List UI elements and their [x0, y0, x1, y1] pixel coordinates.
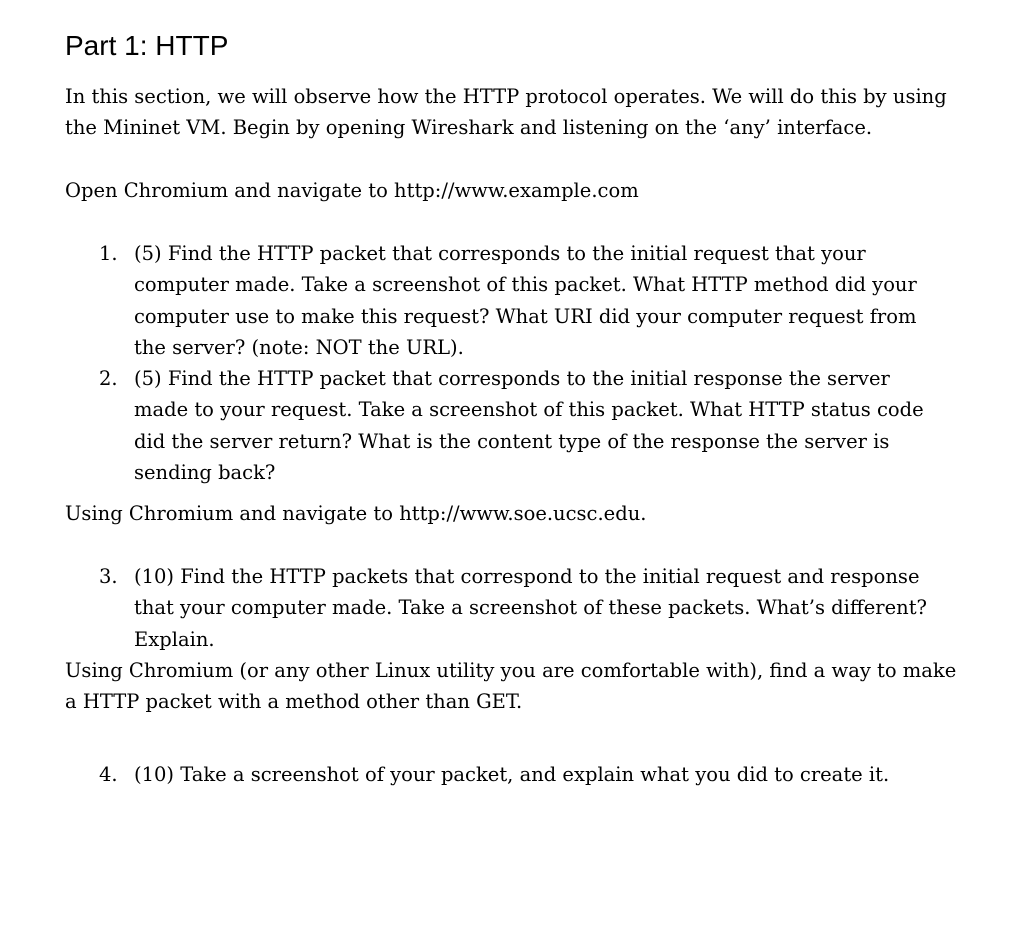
question-number: 1. — [99, 242, 118, 265]
question-text: (5) Find the HTTP packet that corresponds to the initial response the server made to your request. Take a screenshot of this packet. What HTTP status code did the server return? What is the content type of the response the server is sending back? — [134, 367, 924, 485]
question-text: (10) Take a screenshot of your packet, and explain what you did to create it. — [134, 763, 890, 786]
step-soe-paragraph: Using Chromium and navigate to http://www.soe.ucsc.edu. — [65, 502, 647, 525]
question-list-2 — [65, 561, 965, 655]
question-text: (10) Find the HTTP packets that correspond to the initial request and response that your computer made. Take a screenshot of these packets. What’s different? Explain. — [134, 565, 927, 651]
question-item-4 — [65, 759, 965, 790]
question-number: 3. — [99, 565, 118, 588]
question-list-3 — [65, 759, 965, 790]
step-method-paragraph: Using Chromium (or any other Linux utility you are comfortable with), find a way to make a HTTP packet with a method other than GET. — [65, 659, 957, 714]
step-example-paragraph: Open Chromium and navigate to http://www.example.com — [65, 179, 639, 202]
question-text: (5) Find the HTTP packet that corresponds to the initial request that your computer made. Take a screenshot of this packet. What HTTP method did your computer use to make this request? What URI did your computer request from the server? (note: NOT the URL). — [134, 242, 917, 359]
intro-paragraph: In this section, we will observe how the HTTP protocol operates. We will do this by using the Mininet VM. Begin by opening Wireshark and listening on the ‘any’ interface. — [65, 85, 947, 140]
question-item-3 — [65, 561, 965, 655]
question-item-2 — [65, 363, 965, 488]
section-heading: Part 1: HTTP — [65, 30, 229, 61]
question-item-1 — [65, 238, 965, 363]
question-list-1 — [65, 238, 965, 488]
question-number: 4. — [99, 763, 118, 786]
question-number: 2. — [99, 367, 118, 391]
